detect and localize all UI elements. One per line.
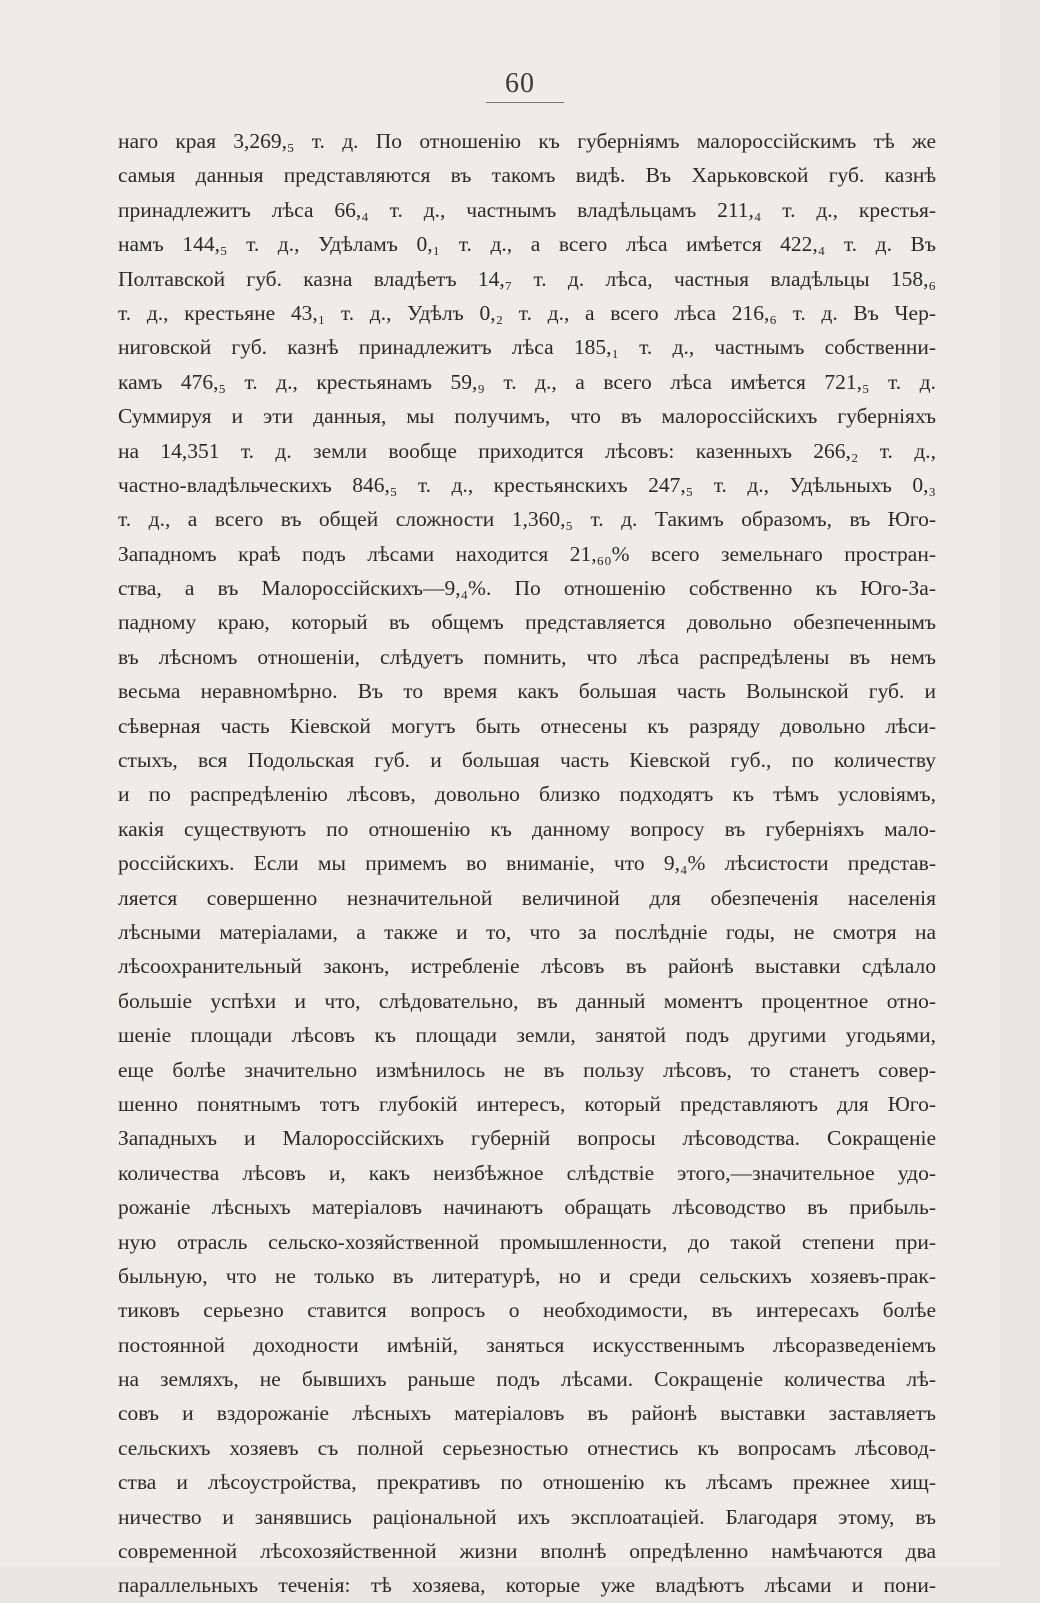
text-line: рожаніе лѣсныхъ матеріаловъ начинаютъ обращать лѣсоводство въ прибыль- — [118, 1195, 936, 1220]
text-line: на земляхъ, не бывшихъ раньше подъ лѣсами. Сокращеніе количества лѣ- — [118, 1367, 936, 1392]
text-line: россійскихъ. Если мы примемъ во вниманіе, что 9,₄% лѣсистости предстaв- — [118, 851, 936, 876]
text-line: еще болѣе значительно измѣнилось не въ пользу лѣсовъ, то станетъ совер- — [118, 1057, 936, 1082]
text-line: тиковъ серьезно ставится вопросъ о необходимости, въ интересахъ болѣе — [118, 1298, 936, 1323]
text-line: совъ и вздорожаніе лѣсныхъ матеріаловъ въ районѣ выставки заставляетъ — [118, 1401, 936, 1426]
text-line: ляется совершенно незначительной величиной для обезпеченія населенія — [118, 885, 936, 910]
text-line: намъ 144,₅ т. д., Удѣламъ 0,₁ т. д., а всего лѣса имѣется 422,₄ т. д. Въ — [118, 232, 936, 257]
text-line: въ лѣсномъ отношеніи, слѣдуетъ помнить, что лѣса распредѣлены въ немъ — [118, 644, 936, 669]
text-line: ства и лѣсоустройства, прекративъ по отношенію къ лѣсамъ прежнее хищ- — [118, 1470, 936, 1495]
text-line: Западномъ краѣ подъ лѣсами находится 21,₆₀% всего земельнаго простран- — [118, 541, 936, 566]
text-line: весьма неравномѣрно. Въ то время какъ большая часть Волынской губ. и — [118, 679, 936, 704]
text-line: сѣверная часть Кіевской могутъ быть отнесены къ разряду довольно лѣси- — [118, 713, 936, 738]
text-line: параллельныхъ теченія: тѣ хозяева, которые уже владѣютъ лѣсами и пони- — [118, 1573, 936, 1598]
text-line: и по распредѣленію лѣсовъ, довольно близко подходятъ къ тѣмъ условіямъ, — [118, 782, 936, 807]
text-line: ниговской губ. казнѣ принадлежитъ лѣса 185,₁ т. д., частнымъ собственни- — [118, 335, 936, 360]
text-line: стыхъ, вся Подольская губ. и большая часть Кіевской губ., по количеству — [118, 748, 936, 773]
text-line: лѣсоохранительный законъ, истребленіе лѣсовъ въ районѣ выставки сдѣлало — [118, 954, 936, 979]
text-line: количества лѣсовъ и, какъ неизбѣжное слѣдствіе этого,—значительное удо- — [118, 1160, 936, 1185]
text-line: какія существуютъ по отношенію къ данному вопросу въ губерніяхъ мало- — [118, 816, 936, 841]
text-line: шенно понятнымъ тотъ глубокій интересъ, который представляютъ для Юго- — [118, 1091, 936, 1116]
text-line: наго края 3,269,₅ т. д. По отношенію къ губерніямъ малороссійскимъ тѣ же — [118, 129, 936, 153]
text-line: ства, а въ Малороссійскихъ—9,₄%. По отношенію собственно къ Юго-За- — [118, 576, 936, 601]
body-text — [118, 124, 936, 1603]
text-line: большіе успѣхи и что, слѣдовательно, въ данный моментъ процентное отно- — [118, 988, 936, 1013]
text-line: современной лѣсохозяйственной жизни вполнѣ опредѣленно намѣчаются два — [118, 1539, 936, 1564]
text-line: падному краю, который въ общемъ представляется довольно обезпеченнымъ — [118, 610, 936, 635]
text-line: шеніе площади лѣсовъ къ площади земли, занятой подъ другими угодьями, — [118, 1023, 936, 1048]
text-line: быльную, что не только въ литературѣ, но и среди сельскихъ хозяевъ-прак- — [118, 1263, 936, 1288]
text-line: Суммируя и эти данныя, мы получимъ, что въ малороссійскихъ губерніяхъ — [118, 404, 936, 429]
page-number: 60 — [505, 68, 535, 99]
text-line: лѣсными матеріалами, а также и то, что за послѣдніе годы, не смотря на — [118, 919, 936, 944]
text-line: Западныхъ и Малороссійскихъ губерній вопросы лѣсоводства. Сокращеніе — [118, 1126, 936, 1151]
text-line: частно-владѣльческихъ 846,₅ т. д., крестьянскихъ 247,₅ т. д., Удѣльныхъ 0,₃ — [118, 472, 936, 497]
text-line: Полтавской губ. казна владѣетъ 14,₇ т. д. лѣса, частныя владѣльцы 158,₆ — [118, 266, 936, 291]
text-line: ную отрасль сельско-хозяйственной промышленности, до такой степени при- — [118, 1229, 936, 1254]
text-line: сельскихъ хозяевъ съ полной серьезностью отнестись къ вопросамъ лѣсовод- — [118, 1435, 936, 1460]
text-line: принадлежитъ лѣса 66,₄ т. д., частнымъ владѣльцамъ 211,₄ т. д., крестья- — [118, 197, 936, 222]
text-line: т. д., крестьяне 43,₁ т. д., Удѣлъ 0,₂ т. д., а всего лѣса 216,₆ т. д. Въ Чер- — [118, 300, 936, 325]
text-line: постоянной доходности имѣній, заняться искусственнымъ лѣсоразведеніемъ — [118, 1332, 936, 1357]
text-line: т. д., а всего въ общей сложности 1,360,₅ т. д. Такимъ образомъ, въ Юго- — [118, 507, 936, 532]
text-line: самыя данныя представляются въ такомъ видѣ. Въ Харьковской губ. казнѣ — [118, 163, 936, 188]
text-line: ничество и занявшись раціональной ихъ эксплоатаціей. Благодаря этому, въ — [118, 1504, 936, 1529]
header-rule — [486, 102, 564, 103]
text-line: на 14,351 т. д. земли вообще приходится лѣсовъ: казенныхъ 266,₂ т. д., — [118, 438, 936, 463]
text-line: камъ 476,₅ т. д., крестьянамъ 59,₉ т. д., а всего лѣса имѣется 721,₅ т. д. — [118, 369, 936, 394]
